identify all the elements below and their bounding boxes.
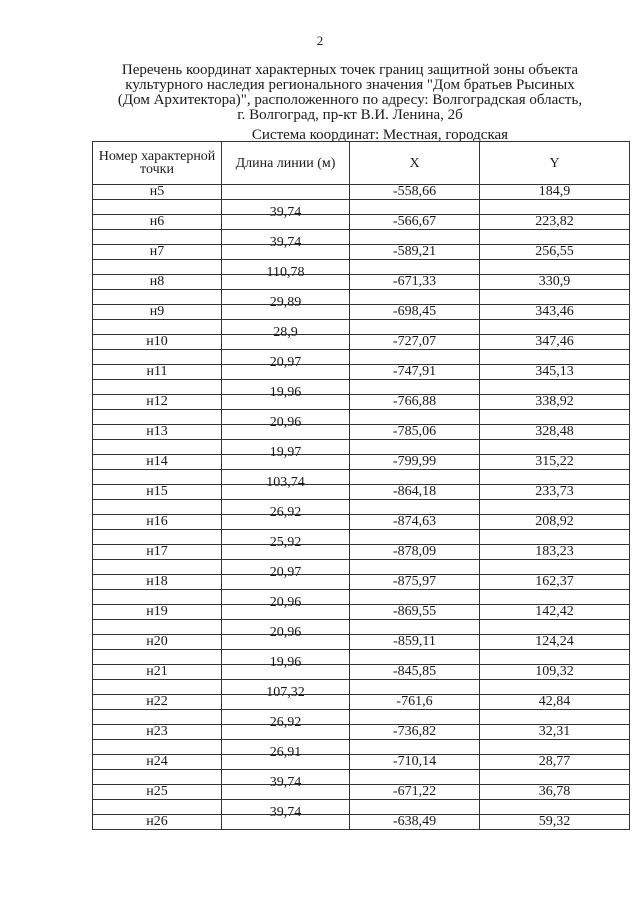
empty-cell xyxy=(350,590,480,605)
point-id-cell: н10 xyxy=(93,335,222,350)
empty-cell xyxy=(93,260,222,275)
line-length-value: 110,78 xyxy=(266,265,305,280)
x-value-cell: -869,55 xyxy=(350,605,480,620)
line-length-cell xyxy=(222,440,350,460)
y-value-cell: 28,77 xyxy=(480,755,630,770)
table-row xyxy=(93,725,630,740)
line-length-cell xyxy=(222,740,350,760)
line-length-cell xyxy=(222,560,350,580)
y-value-cell: 32,31 xyxy=(480,725,630,740)
y-value-cell: 256,55 xyxy=(480,245,630,260)
empty-cell xyxy=(93,590,222,605)
table-row xyxy=(93,665,630,680)
table-row xyxy=(93,545,630,560)
line-length-value: 26,92 xyxy=(269,715,302,730)
table-row-length xyxy=(93,710,630,725)
empty-cell xyxy=(480,290,630,305)
table-row-length xyxy=(93,680,630,695)
title-line: (Дом Архитектора)", расположенного по адресу: Волгоградская область, xyxy=(117,92,583,108)
line-length-value: 103,74 xyxy=(266,475,305,490)
line-length-cell xyxy=(222,350,350,370)
x-value-cell: -736,82 xyxy=(350,725,480,740)
line-length-cell xyxy=(222,620,350,640)
y-value-cell: 223,82 xyxy=(480,215,630,230)
table-header-row xyxy=(93,142,630,185)
line-length-empty-cell xyxy=(222,185,350,200)
point-id-cell: н20 xyxy=(93,635,222,650)
empty-cell xyxy=(480,650,630,665)
table-row-length xyxy=(93,440,630,455)
y-value-cell: 183,23 xyxy=(480,545,630,560)
x-value-cell: -799,99 xyxy=(350,455,480,470)
y-value-cell: 330,9 xyxy=(480,275,630,290)
empty-cell xyxy=(480,350,630,365)
x-value-cell: -761,6 xyxy=(350,695,480,710)
x-value-cell: -845,85 xyxy=(350,665,480,680)
table-row-length xyxy=(93,320,630,335)
line-length-cell xyxy=(222,230,350,250)
line-length-cell xyxy=(222,680,350,700)
empty-cell xyxy=(480,230,630,245)
x-value-cell: -558,66 xyxy=(350,185,480,200)
line-length-value: 20,97 xyxy=(269,565,302,580)
empty-cell xyxy=(93,530,222,545)
x-value-cell: -671,22 xyxy=(350,785,480,800)
empty-cell xyxy=(93,770,222,785)
point-id-cell: н26 xyxy=(93,815,222,830)
table-row-length xyxy=(93,530,630,545)
table-row-length xyxy=(93,740,630,755)
point-id-cell: н25 xyxy=(93,785,222,800)
line-length-cell xyxy=(222,530,350,550)
empty-cell xyxy=(350,500,480,515)
line-length-cell xyxy=(222,470,350,490)
y-value-cell: 315,22 xyxy=(480,455,630,470)
table-row xyxy=(93,395,630,410)
empty-cell xyxy=(480,560,630,575)
empty-cell xyxy=(350,710,480,725)
point-id-cell: н15 xyxy=(93,485,222,500)
line-length-value: 39,74 xyxy=(269,235,302,250)
point-id-cell: н14 xyxy=(93,455,222,470)
y-value-cell: 208,92 xyxy=(480,515,630,530)
table-row xyxy=(93,575,630,590)
table-row xyxy=(93,605,630,620)
table-row-length xyxy=(93,800,630,815)
x-value-cell: -638,49 xyxy=(350,815,480,830)
x-value-cell: -859,11 xyxy=(350,635,480,650)
line-length-cell xyxy=(222,770,350,790)
empty-cell xyxy=(480,800,630,815)
empty-cell xyxy=(93,500,222,515)
table-row-length xyxy=(93,380,630,395)
title-line: Перечень координат характерных точек границ защитной зоны объекта xyxy=(121,62,579,78)
line-length-value: 25,92 xyxy=(269,535,302,550)
line-length-value: 39,74 xyxy=(269,775,302,790)
empty-cell xyxy=(350,740,480,755)
y-value-cell: 36,78 xyxy=(480,785,630,800)
empty-cell xyxy=(93,380,222,395)
y-value-cell: 343,46 xyxy=(480,305,630,320)
header-y: Y xyxy=(480,142,630,185)
point-id-cell: н12 xyxy=(93,395,222,410)
empty-cell xyxy=(350,440,480,455)
x-value-cell: -864,18 xyxy=(350,485,480,500)
coordinate-system-label: Система координат: Местная, городская xyxy=(251,127,509,143)
table-row xyxy=(93,635,630,650)
line-length-cell xyxy=(222,410,350,430)
y-value-cell: 338,92 xyxy=(480,395,630,410)
point-id-cell: н23 xyxy=(93,725,222,740)
table-row-length xyxy=(93,500,630,515)
table-row-length xyxy=(93,260,630,275)
table-row-length xyxy=(93,290,630,305)
empty-cell xyxy=(93,680,222,695)
empty-cell xyxy=(93,740,222,755)
table-row-length xyxy=(93,560,630,575)
x-value-cell: -878,09 xyxy=(350,545,480,560)
line-length-value: 107,32 xyxy=(266,685,305,700)
table-row xyxy=(93,455,630,470)
y-value-cell: 233,73 xyxy=(480,485,630,500)
x-value-cell: -785,06 xyxy=(350,425,480,440)
line-length-cell xyxy=(222,650,350,670)
line-length-cell xyxy=(222,800,350,820)
x-value-cell: -698,45 xyxy=(350,305,480,320)
point-id-cell: н17 xyxy=(93,545,222,560)
table-body xyxy=(93,185,630,830)
empty-cell xyxy=(93,290,222,305)
line-length-value: 20,96 xyxy=(269,625,302,640)
empty-cell xyxy=(350,680,480,695)
table-row-length xyxy=(93,770,630,785)
empty-cell xyxy=(93,560,222,575)
header-point-number: Номер характерной точки xyxy=(93,142,222,185)
point-id-cell: н5 xyxy=(93,185,222,200)
table-row-length xyxy=(93,410,630,425)
empty-cell xyxy=(350,560,480,575)
empty-cell xyxy=(93,350,222,365)
y-value-cell: 328,48 xyxy=(480,425,630,440)
empty-cell xyxy=(480,740,630,755)
empty-cell xyxy=(350,620,480,635)
empty-cell xyxy=(480,530,630,545)
line-length-cell xyxy=(222,320,350,340)
table-row-length xyxy=(93,590,630,605)
line-length-cell xyxy=(222,500,350,520)
empty-cell xyxy=(350,290,480,305)
table-row xyxy=(93,365,630,380)
title-line: г. Волгоград, пр-кт В.И. Ленина, 2б xyxy=(237,107,463,123)
line-length-value: 20,96 xyxy=(269,415,302,430)
empty-cell xyxy=(350,800,480,815)
table-row xyxy=(93,485,630,500)
table-row xyxy=(93,185,630,200)
empty-cell xyxy=(480,470,630,485)
point-id-cell: н13 xyxy=(93,425,222,440)
y-value-cell: 345,13 xyxy=(480,365,630,380)
point-id-cell: н7 xyxy=(93,245,222,260)
title-line: культурного наследия регионального значения "Дом братьев Рысиных xyxy=(125,77,575,93)
line-length-cell xyxy=(222,290,350,310)
empty-cell xyxy=(480,410,630,425)
point-id-cell: н21 xyxy=(93,665,222,680)
empty-cell xyxy=(350,200,480,215)
table-row xyxy=(93,785,630,800)
empty-cell xyxy=(480,380,630,395)
point-id-cell: н8 xyxy=(93,275,222,290)
y-value-cell: 42,84 xyxy=(480,695,630,710)
y-value-cell: 162,37 xyxy=(480,575,630,590)
empty-cell xyxy=(350,380,480,395)
line-length-value: 19,97 xyxy=(269,445,302,460)
empty-cell xyxy=(93,620,222,635)
x-value-cell: -727,07 xyxy=(350,335,480,350)
x-value-cell: -874,63 xyxy=(350,515,480,530)
x-value-cell: -566,67 xyxy=(350,215,480,230)
table-row xyxy=(93,425,630,440)
table-row xyxy=(93,275,630,290)
empty-cell xyxy=(93,410,222,425)
table-row-length xyxy=(93,650,630,665)
line-length-value: 26,92 xyxy=(269,505,302,520)
x-value-cell: -589,21 xyxy=(350,245,480,260)
empty-cell xyxy=(480,680,630,695)
line-length-value: 39,74 xyxy=(269,805,302,820)
empty-cell xyxy=(480,440,630,455)
empty-cell xyxy=(480,260,630,275)
empty-cell xyxy=(93,230,222,245)
line-length-value: 19,96 xyxy=(269,385,302,400)
line-length-value: 19,96 xyxy=(269,655,302,670)
empty-cell xyxy=(350,410,480,425)
x-value-cell: -671,33 xyxy=(350,275,480,290)
y-value-cell: 109,32 xyxy=(480,665,630,680)
empty-cell xyxy=(93,440,222,455)
table-row xyxy=(93,305,630,320)
empty-cell xyxy=(350,230,480,245)
table-row-length xyxy=(93,200,630,215)
line-length-value: 28,9 xyxy=(273,325,298,340)
point-id-cell: н9 xyxy=(93,305,222,320)
y-value-cell: 184,9 xyxy=(480,185,630,200)
point-id-cell: н11 xyxy=(93,365,222,380)
empty-cell xyxy=(93,800,222,815)
table-row xyxy=(93,755,630,770)
empty-cell xyxy=(350,770,480,785)
x-value-cell: -875,97 xyxy=(350,575,480,590)
table-row-length xyxy=(93,350,630,365)
empty-cell xyxy=(93,710,222,725)
table-row-length xyxy=(93,620,630,635)
point-id-cell: н19 xyxy=(93,605,222,620)
empty-cell xyxy=(480,500,630,515)
line-length-cell xyxy=(222,380,350,400)
point-id-cell: н16 xyxy=(93,515,222,530)
table-row xyxy=(93,515,630,530)
line-length-cell xyxy=(222,200,350,220)
table-row xyxy=(93,335,630,350)
x-value-cell: -710,14 xyxy=(350,755,480,770)
point-id-cell: н6 xyxy=(93,215,222,230)
line-length-value: 26,91 xyxy=(269,745,302,760)
empty-cell xyxy=(350,350,480,365)
line-length-value: 20,96 xyxy=(269,595,302,610)
empty-cell xyxy=(480,320,630,335)
empty-cell xyxy=(480,590,630,605)
y-value-cell: 347,46 xyxy=(480,335,630,350)
empty-cell xyxy=(93,200,222,215)
table-row xyxy=(93,815,630,830)
x-value-cell: -766,88 xyxy=(350,395,480,410)
header-x: X xyxy=(350,142,480,185)
empty-cell xyxy=(480,620,630,635)
empty-cell xyxy=(350,530,480,545)
document-title xyxy=(100,63,600,123)
line-length-cell xyxy=(222,260,350,280)
point-id-cell: н24 xyxy=(93,755,222,770)
coordinates-table xyxy=(92,141,630,830)
line-length-cell xyxy=(222,710,350,730)
empty-cell xyxy=(350,470,480,485)
empty-cell xyxy=(93,470,222,485)
table-row-length xyxy=(93,470,630,485)
line-length-value: 39,74 xyxy=(269,205,302,220)
empty-cell xyxy=(350,650,480,665)
line-length-cell xyxy=(222,590,350,610)
empty-cell xyxy=(480,710,630,725)
point-id-cell: н18 xyxy=(93,575,222,590)
page-number: 2 xyxy=(316,33,324,48)
point-id-cell: н22 xyxy=(93,695,222,710)
x-value-cell: -747,91 xyxy=(350,365,480,380)
line-length-value: 29,89 xyxy=(269,295,302,310)
table-row xyxy=(93,215,630,230)
empty-cell xyxy=(93,320,222,335)
empty-cell xyxy=(480,200,630,215)
empty-cell xyxy=(350,320,480,335)
table-row xyxy=(93,695,630,710)
table-row-length xyxy=(93,230,630,245)
table-row xyxy=(93,245,630,260)
empty-cell xyxy=(350,260,480,275)
empty-cell xyxy=(93,650,222,665)
y-value-cell: 59,32 xyxy=(480,815,630,830)
y-value-cell: 142,42 xyxy=(480,605,630,620)
y-value-cell: 124,24 xyxy=(480,635,630,650)
empty-cell xyxy=(480,770,630,785)
line-length-value: 20,97 xyxy=(269,355,302,370)
header-line-length: Длина линии (м) xyxy=(222,142,350,185)
